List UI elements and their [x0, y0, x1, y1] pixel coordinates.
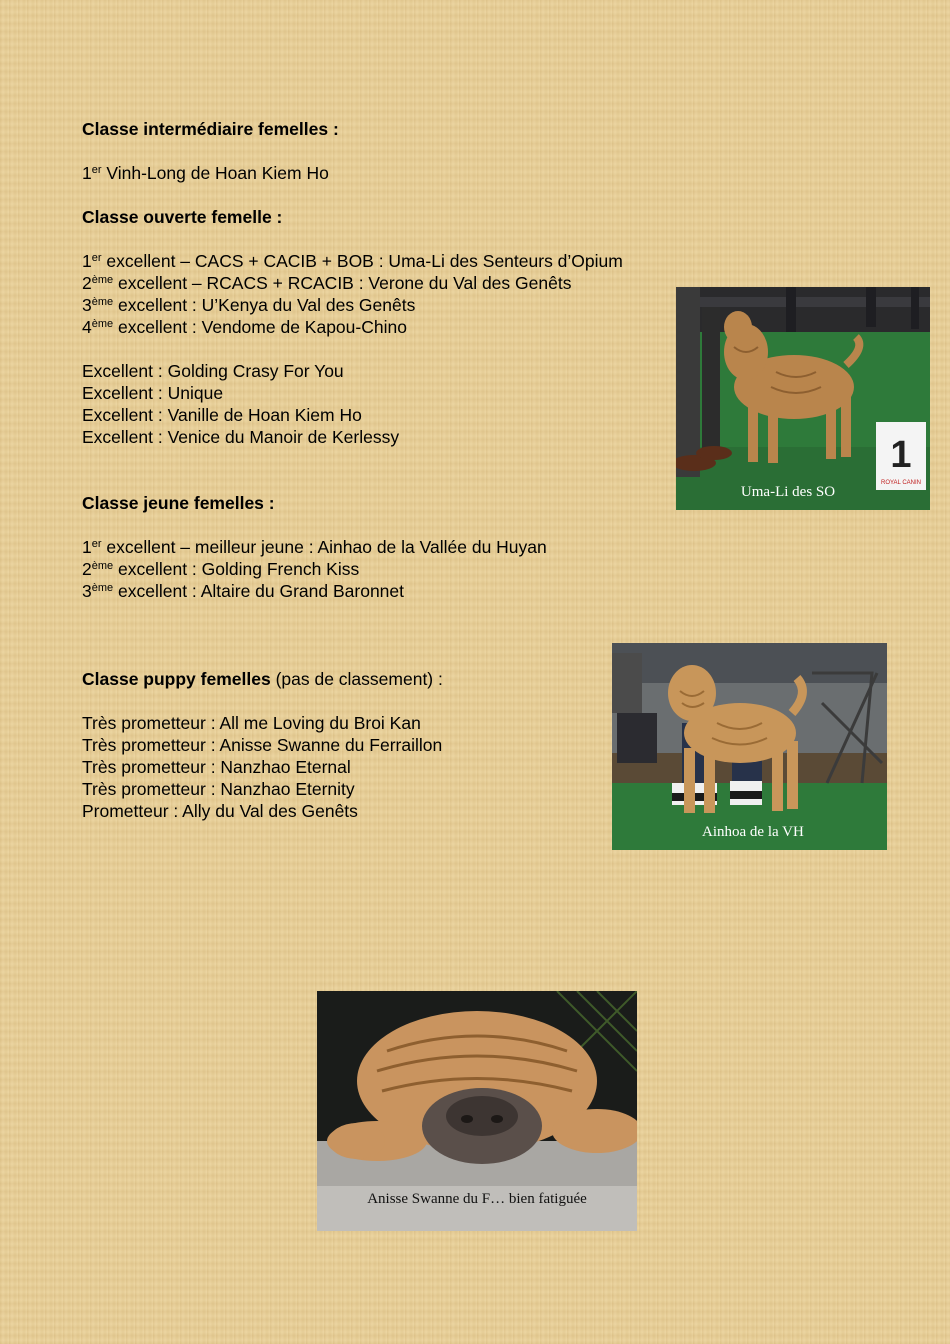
section-puppy: [82, 668, 443, 822]
result-line: 3ème excellent : Altaire du Grand Baronnet: [82, 581, 405, 601]
puppy-line: Très prometteur : Nanzhao Eternity: [82, 779, 355, 799]
caption-uma-li: Uma-Li des SO: [740, 484, 836, 500]
result-line: 1er excellent – CACS + CACIB + BOB : Uma-Li des Senteurs d’Opium: [82, 251, 623, 271]
caption-ainhoa: Ainhoa de la VH: [702, 824, 804, 840]
result-line: 3ème excellent : U’Kenya du Val des Genêts: [82, 295, 416, 315]
result-line: 2ème excellent – RCACS + RCACIB : Verone du Val des Genêts: [82, 273, 572, 293]
heading-jeune: Classe jeune femelles :: [82, 493, 275, 513]
heading-ouverte: Classe ouverte femelle :: [82, 207, 283, 227]
puppy-line: Très prometteur : All me Loving du Broi Kan: [82, 713, 421, 733]
excellent-line: Excellent : Golding Crasy For You: [82, 361, 344, 381]
excellent-line: Excellent : Unique: [82, 383, 224, 403]
section-jeune: [82, 492, 547, 602]
result-line: 4ème excellent : Vendome de Kapou-Chino: [82, 317, 407, 337]
result-line: 1er excellent – meilleur jeune : Ainhao de la Vallée du Huyan: [82, 537, 547, 557]
puppy-line: Très prometteur : Anisse Swanne du Ferraillon: [82, 735, 443, 755]
photo-anisse: [317, 991, 637, 1231]
section-ouverte: [82, 206, 623, 448]
heading-puppy: Classe puppy femelles (pas de classement) :: [82, 669, 443, 689]
excellent-line: Excellent : Vanille de Hoan Kiem Ho: [82, 405, 362, 425]
section-intermediaire: [82, 118, 339, 184]
heading-intermediaire: Classe intermédiaire femelles :: [82, 119, 339, 139]
photo-ainhoa: [612, 643, 887, 850]
sign-text: ROYAL CANIN: [880, 480, 922, 486]
ring-number: 1: [890, 434, 912, 476]
result-line: 2ème excellent : Golding French Kiss: [82, 559, 360, 579]
photo-uma-li: [676, 287, 930, 510]
caption-anisse: Anisse Swanne du F… bien fatiguée: [367, 1191, 587, 1207]
excellent-line: Excellent : Venice du Manoir de Kerlessy: [82, 427, 400, 447]
result-line: 1er Vinh-Long de Hoan Kiem Ho: [82, 163, 329, 183]
puppy-line: Très prometteur : Nanzhao Eternal: [82, 757, 351, 777]
puppy-line: Prometteur : Ally du Val des Genêts: [82, 801, 358, 821]
